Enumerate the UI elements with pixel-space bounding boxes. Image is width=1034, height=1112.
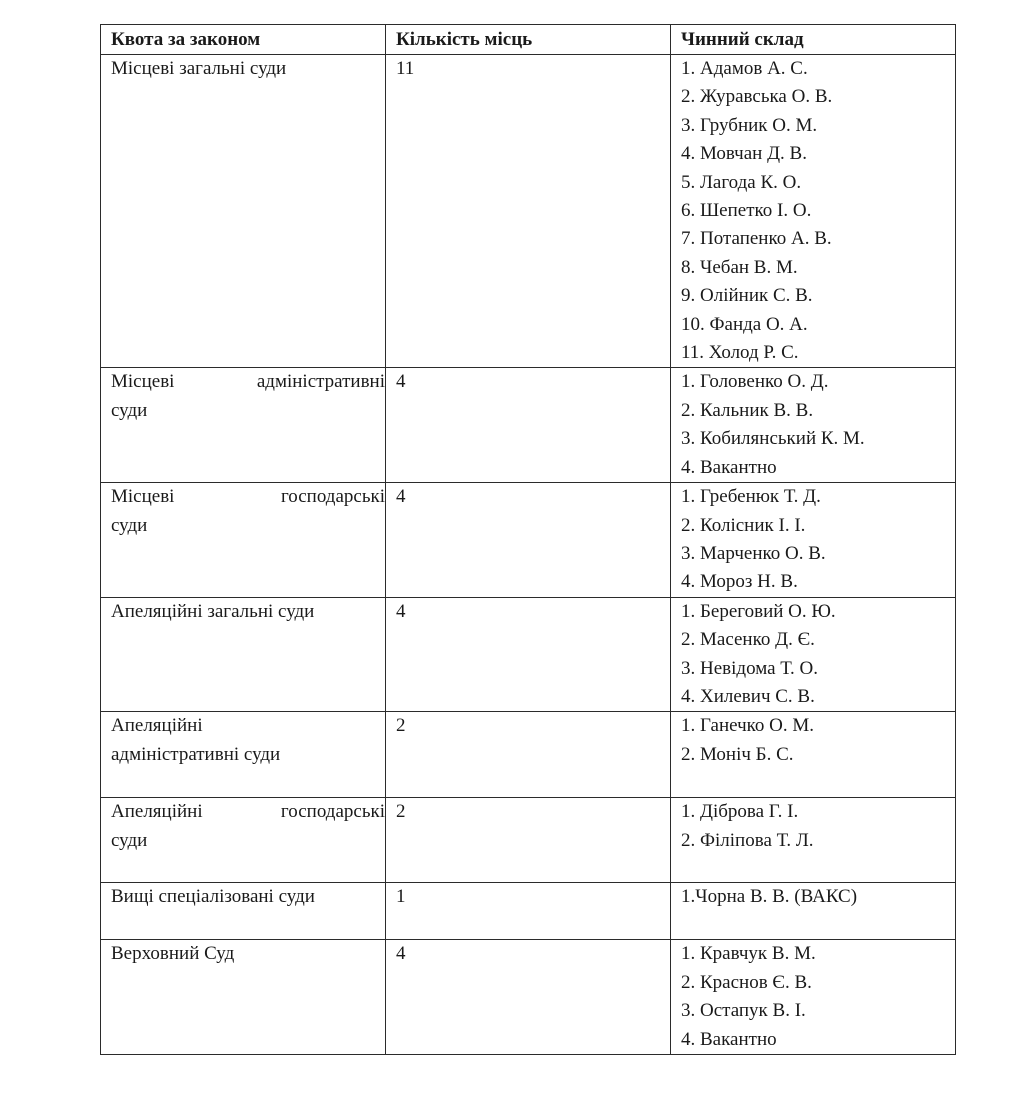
member-item: 1. Гребенюк Т. Д. [681,486,821,508]
member-item: 2. Колісник І. І. [681,514,806,536]
member-item: 8. Чебан В. М. [681,256,798,278]
table-row [101,55,956,368]
header-members: Чинний склад [671,25,956,55]
court-cell [101,712,386,798]
members-cell [671,55,956,368]
members-list [681,55,955,367]
members-list [681,712,955,769]
member-item: 4. Мороз Н. В. [681,571,798,593]
court-label: Місцеві господарські [111,486,385,508]
member-item: 10. Фанда О. А. [681,313,808,335]
members-cell [671,597,956,712]
member-item: 2. Краснов Є. В. [681,971,812,993]
members-list [681,598,955,712]
court-cell [101,597,386,712]
members-cell [671,940,956,1055]
court-label: Апеляційні загальні суди [111,600,315,622]
member-item: 2. Журавська О. В. [681,86,833,108]
seats-cell: 2 [386,712,671,798]
member-item: 3. Остапук В. І. [681,1000,806,1022]
member-item: 6. Шепетко І. О. [681,200,812,222]
court-cell [101,883,386,940]
court-label: Апеляційні господарські [111,801,385,823]
member-item: 4. Хилевич С. В. [681,685,815,707]
table-row [101,712,956,798]
members-list [681,940,955,1054]
member-item: 2. Моніч Б. С. [681,743,794,765]
members-list [681,883,955,911]
court-label-cont: суди [111,399,148,421]
table-row [101,597,956,712]
table-row [101,798,956,883]
table-row [101,940,956,1055]
member-item: 1. Ганечко О. М. [681,715,815,737]
seats-cell: 11 [386,55,671,368]
member-item: 2. Філіпова Т. Л. [681,829,814,851]
member-item: 4. Вакантно [681,1028,777,1050]
member-item: 2. Масенко Д. Є. [681,629,815,651]
header-seats: Кількість місць [386,25,671,55]
member-item: 1. Адамов А. С. [681,58,808,79]
seats-cell: 4 [386,368,671,483]
members-list [681,798,955,855]
header-quota: Квота за законом [101,25,386,55]
members-cell [671,483,956,598]
court-label: Місцеві загальні суди [111,58,287,79]
member-item: 9. Олійник С. В. [681,285,813,307]
member-item: 4. Мовчан Д. В. [681,143,807,165]
members-list [681,483,955,597]
member-item: 1.Чорна В. В. (ВАКС) [681,886,858,908]
seats-cell: 2 [386,798,671,883]
court-label: Вищі спеціалізовані суди [111,886,315,908]
member-item: 1. Кравчук В. М. [681,943,816,965]
members-cell [671,712,956,798]
court-cell [101,798,386,883]
member-item: 2. Кальник В. В. [681,399,814,421]
member-item: 1. Діброва Г. І. [681,801,799,823]
member-item: 3. Грубник О. М. [681,114,818,136]
table-row [101,883,956,940]
court-label-cont: суди [111,514,148,536]
member-item: 11. Холод Р. С. [681,342,799,364]
member-item: 3. Кобилянський К. М. [681,428,865,450]
quota-table [100,24,956,1055]
member-item: 3. Невідома Т. О. [681,657,818,679]
member-item: 3. Марченко О. В. [681,542,826,564]
member-item: 4. Вакантно [681,456,777,478]
member-item: 5. Лагода К. О. [681,171,802,193]
members-cell [671,883,956,940]
members-list [681,368,955,482]
court-cell [101,940,386,1055]
member-item: 1. Береговий О. Ю. [681,600,836,622]
court-cell [101,55,386,368]
court-label-cont: адміністративні суди [111,743,281,765]
members-cell [671,368,956,483]
members-cell [671,798,956,883]
court-label: Місцеві адміністративні [111,371,385,393]
court-label: Апеляційні [111,715,203,737]
court-label: Верховний Суд [111,943,235,965]
seats-cell: 4 [386,940,671,1055]
court-label-cont: суди [111,829,148,851]
table-header-row [101,25,956,55]
court-cell [101,483,386,598]
seats-cell: 4 [386,483,671,598]
member-item: 1. Головенко О. Д. [681,371,829,393]
seats-cell: 1 [386,883,671,940]
table-row [101,368,956,483]
member-item: 7. Потапенко А. В. [681,228,832,250]
seats-cell: 4 [386,597,671,712]
court-cell [101,368,386,483]
table-row [101,483,956,598]
